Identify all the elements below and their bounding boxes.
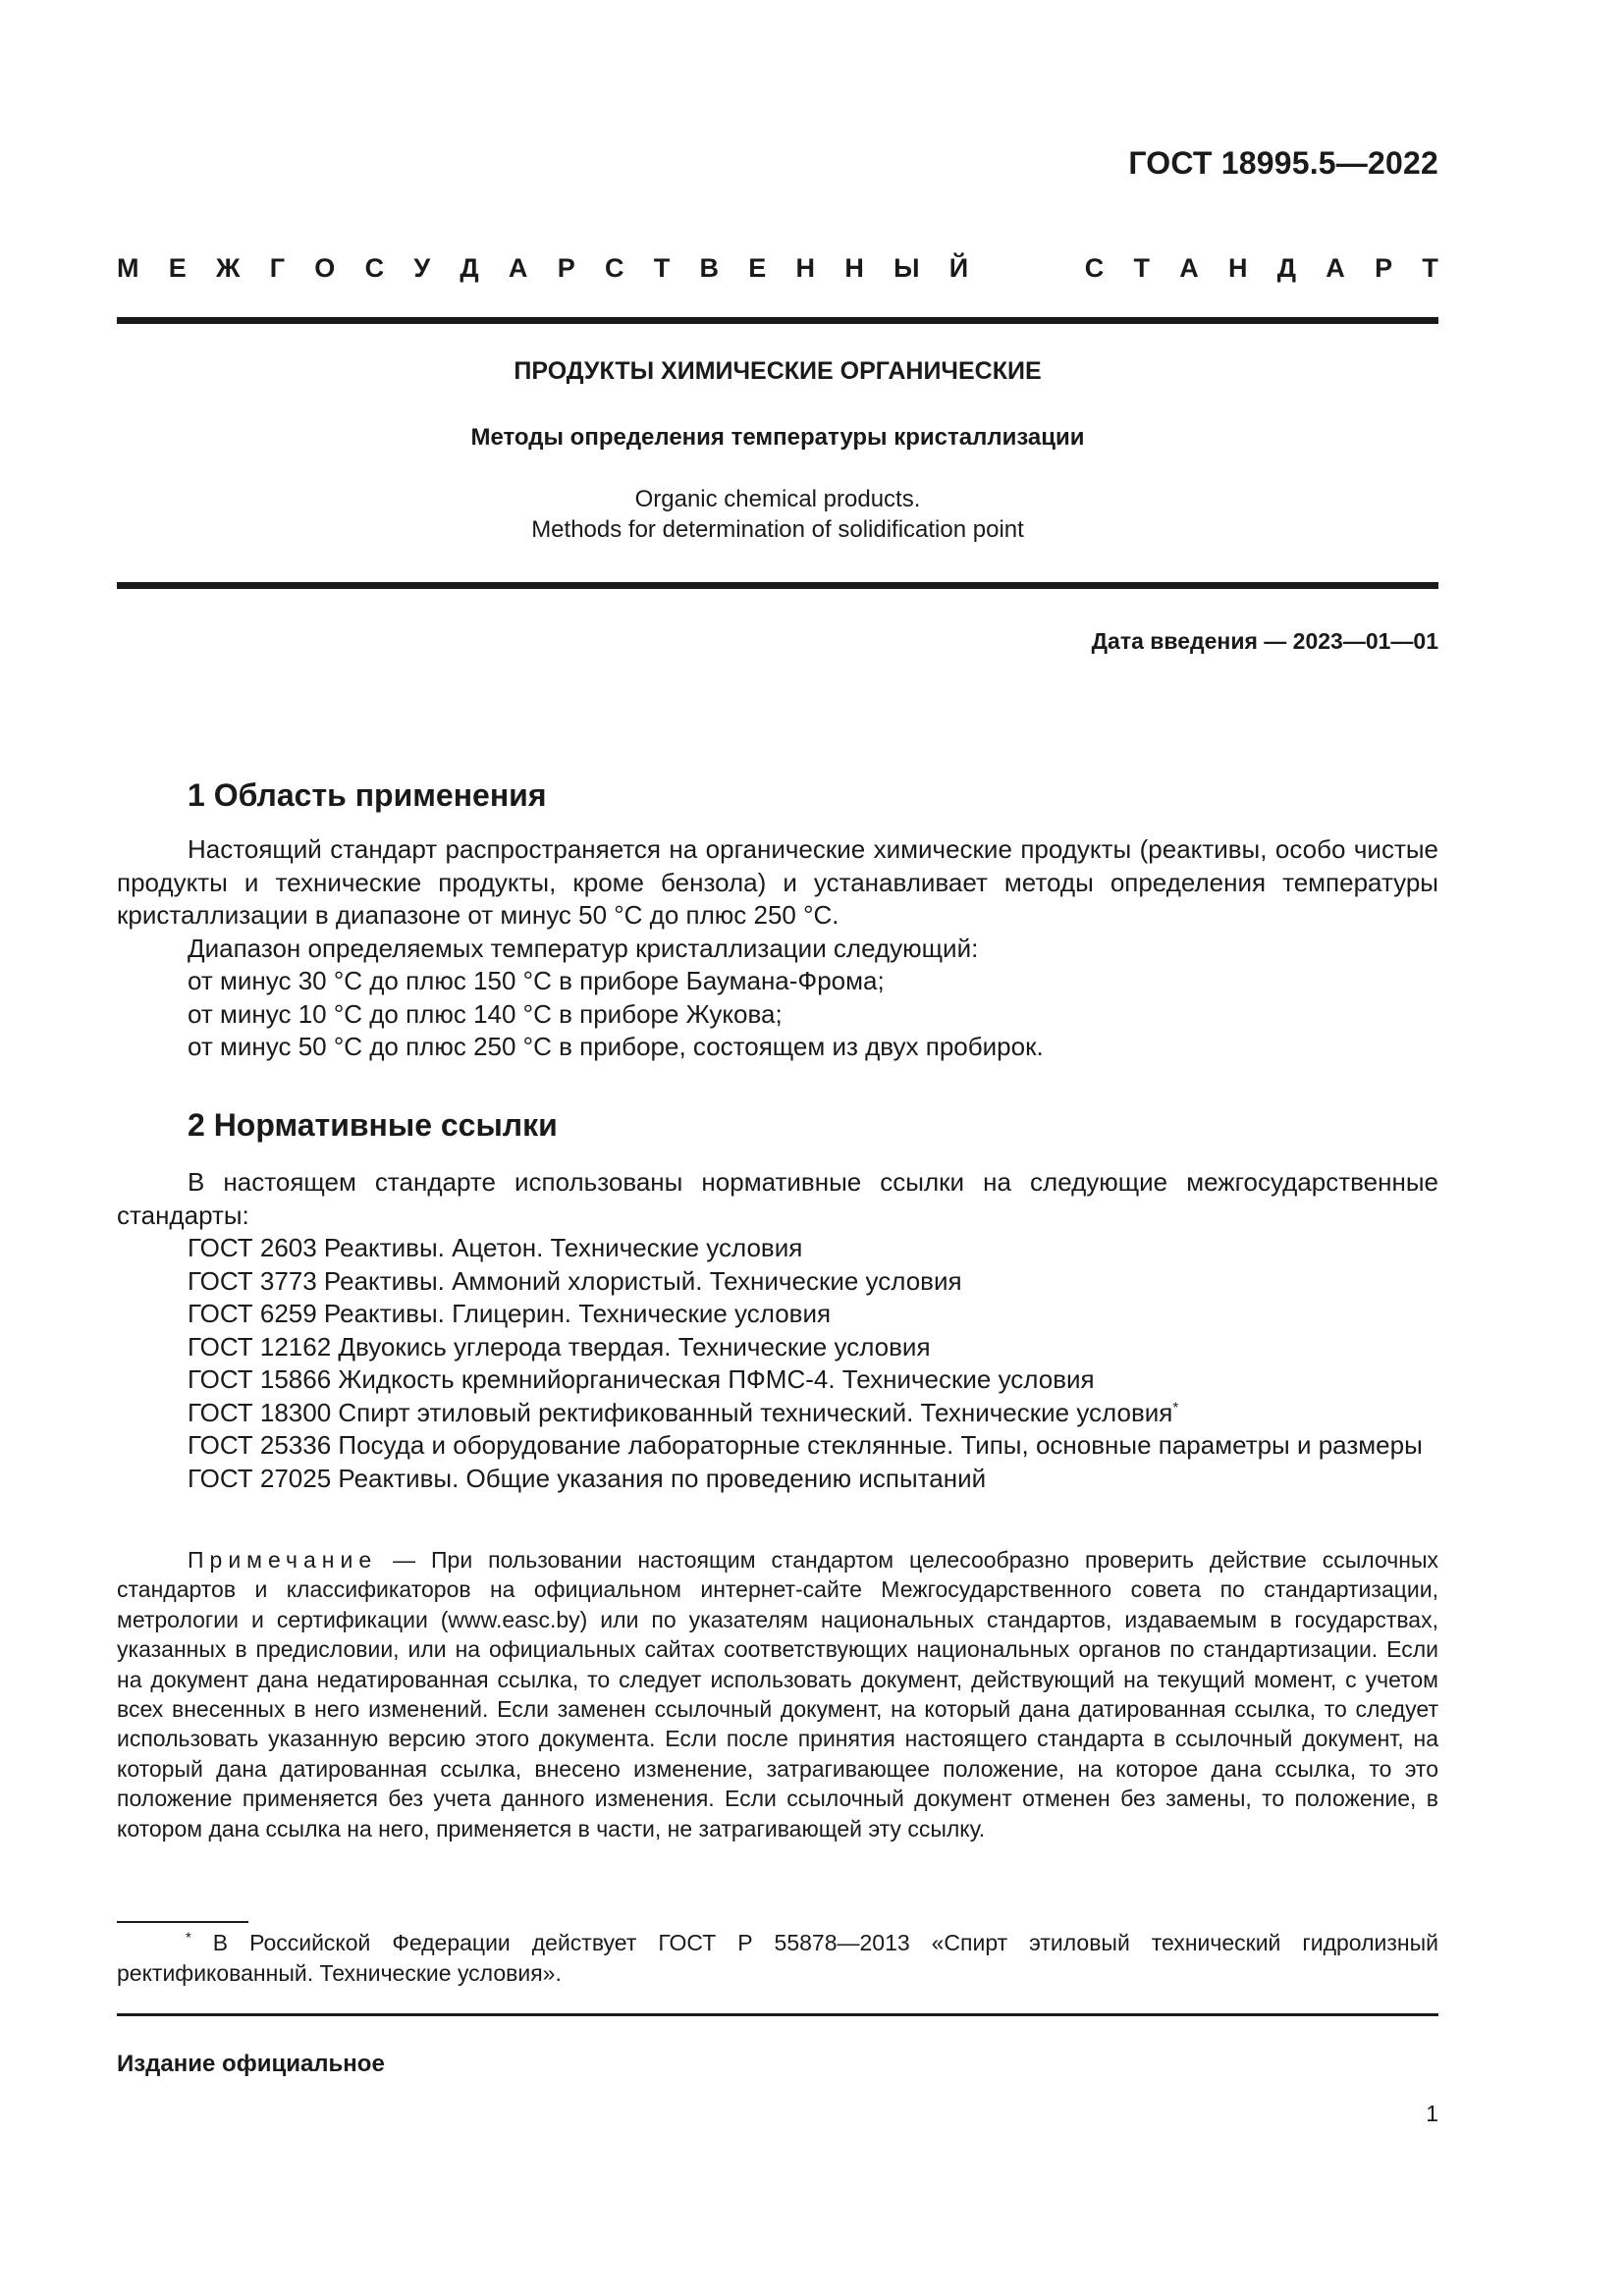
intertitle-letter: Н <box>844 253 864 283</box>
note-dash: — <box>377 1547 432 1573</box>
footnote-separator <box>117 1921 248 1923</box>
intertitle-letter: В <box>699 253 719 283</box>
range-item: от минус 30 °С до плюс 150 °С в приборе Баумана-Фрома; <box>188 966 885 995</box>
intertitle-letter: Е <box>168 253 187 283</box>
intertitle-letter: Е <box>748 253 767 283</box>
title-english-line-1: Organic chemical products. <box>634 486 921 512</box>
introduction-date: Дата введения — 2023—01—01 <box>1091 628 1438 654</box>
intertitle-letter: С <box>604 253 624 283</box>
note-text: При пользовании настоящим стандартом целесообразно проверить действие ссылочных стандартов и классификаторов на официальном интернет-сайте Межгосударственного совета по стандартизации, метрологии и сертификации (www.easc.by) или по указателям национальных стандартов, издаваемым в государствах, указанных в предисловии, или на официальных сайтах соответствующих национальных органов по стандартизации. Если на документ дана недатированная ссылка, то следует использовать документ, действующий на текущий момент, с учетом всех внесенных в него изменений. Если заменен ссылочный документ, на который дана датированная ссылка, то следует использовать указанную версию этого документа. Если после принятия настоящего стандарта в ссылочный документ, на который дана датированная ссылка, внесено изменение, затрагивающее положение, на которое дана ссылка, то это положение применяется без учета данного изменения. Если ссылочный документ отменен без замены, то положение, в котором дана ссылка на него, применяется в части, не затрагивающей эту ссылку. <box>117 1547 1438 1842</box>
note-block <box>117 1545 1438 1843</box>
standard-designation: ГОСТ 18995.5—2022 <box>1128 145 1438 181</box>
intertitle-letter: О <box>314 253 336 283</box>
reference-item: ГОСТ 25336 Посуда и оборудование лабораторные стеклянные. Типы, основные параметры и размеры <box>188 1430 1423 1460</box>
footnote <box>117 1928 1438 1989</box>
reference-item: ГОСТ 3773 Реактивы. Аммоний хлористый. Технические условия <box>188 1265 962 1296</box>
intertitle-letter: М <box>117 253 139 283</box>
section-1-body <box>117 833 1438 1064</box>
title-bottom-rule <box>117 582 1438 589</box>
intertitle-letter: Т <box>653 253 671 283</box>
section-2-intro: В настоящем стандарте использованы нормативные ссылки на следующие межгосударственные стандарты: <box>117 1167 1438 1230</box>
intertitle-letter: Д <box>460 253 479 283</box>
intertitle-letter: Г <box>269 253 286 283</box>
note-lead: Примечание <box>188 1547 378 1573</box>
standard-type-heading <box>117 253 1438 284</box>
intertitle-letter: Ы <box>893 253 920 283</box>
range-item: от минус 50 °С до плюс 250 °С в приборе, состоящем из двух пробирок. <box>188 1032 1044 1061</box>
intertitle-letter: С <box>1084 253 1105 283</box>
reference-item: ГОСТ 12162 Двуокись углерода твердая. Технические условия <box>188 1331 931 1362</box>
intertitle-letter: Т <box>1133 253 1150 283</box>
intertitle-letter: А <box>1179 253 1199 283</box>
section-1-paragraph-1: Настоящий стандарт распространяется на органические химические продукты (реактивы, особо чистые продукты и технические продукты, кроме бензола) и устанавливает методы определения температуры кристаллизации в диапазоне от минус 50 °С до плюс 250 °С. <box>117 834 1438 930</box>
section-1-paragraph-2: Диапазон определяемых температур кристаллизации следующий: <box>188 933 979 963</box>
intertitle-letter: У <box>413 253 431 283</box>
intertitle-letter: Р <box>1375 253 1393 283</box>
title-sub: Методы определения температуры кристаллизации <box>470 424 1085 451</box>
top-rule <box>117 317 1438 324</box>
title-main: ПРОДУКТЫ ХИМИЧЕСКИЕ ОРГАНИЧЕСКИЕ <box>514 357 1042 385</box>
section-2-body <box>117 1166 1438 1495</box>
range-item: от минус 10 °С до плюс 140 °С в приборе Жукова; <box>188 998 783 1029</box>
word-gap <box>998 253 1055 284</box>
title-english <box>117 484 1438 545</box>
reference-item: ГОСТ 2603 Реактивы. Ацетон. Технические условия <box>188 1233 803 1262</box>
intertitle-letter: Н <box>1228 253 1248 283</box>
footer-rule <box>117 2013 1438 2016</box>
footnote-marker: * <box>186 1929 191 1947</box>
reference-item: ГОСТ 27025 Реактивы. Общие указания по проведению испытаний <box>188 1463 987 1493</box>
intertitle-letter: Ж <box>216 253 241 283</box>
reference-item: ГОСТ 15866 Жидкость кремнийорганическая ПФМС-4. Технические условия <box>188 1364 1095 1394</box>
intertitle-letter: С <box>364 253 385 283</box>
intertitle-letter: А <box>508 253 528 283</box>
page-number: 1 <box>1426 2101 1438 2126</box>
intertitle-letter: Й <box>948 253 969 283</box>
intertitle-letter: Т <box>1422 253 1438 283</box>
intertitle-letter: Р <box>557 253 575 283</box>
footnote-text: В Российской Федерации действует ГОСТ Р 55878—2013 «Спирт этиловый технический гидролизный ректификованный. Технические условия». <box>117 1930 1438 1986</box>
edition-label: Издание официальное <box>117 2051 385 2077</box>
reference-item <box>117 1397 1438 1430</box>
reference-item: ГОСТ 6259 Реактивы. Глицерин. Технические условия <box>188 1299 832 1328</box>
intertitle-letter: Д <box>1276 253 1297 283</box>
title-english-line-2: Methods for determination of solidification point <box>531 516 1024 543</box>
footnote-marker: * <box>1172 1398 1179 1415</box>
section-1-heading: 1 Область применения <box>188 777 547 813</box>
reference-text: ГОСТ 18300 Спирт этиловый ректификованный технический. Технические условия <box>188 1397 1173 1427</box>
intertitle-letter: А <box>1326 253 1345 283</box>
section-2-heading: 2 Нормативные ссылки <box>188 1107 558 1143</box>
intertitle-letter: Н <box>795 253 816 283</box>
